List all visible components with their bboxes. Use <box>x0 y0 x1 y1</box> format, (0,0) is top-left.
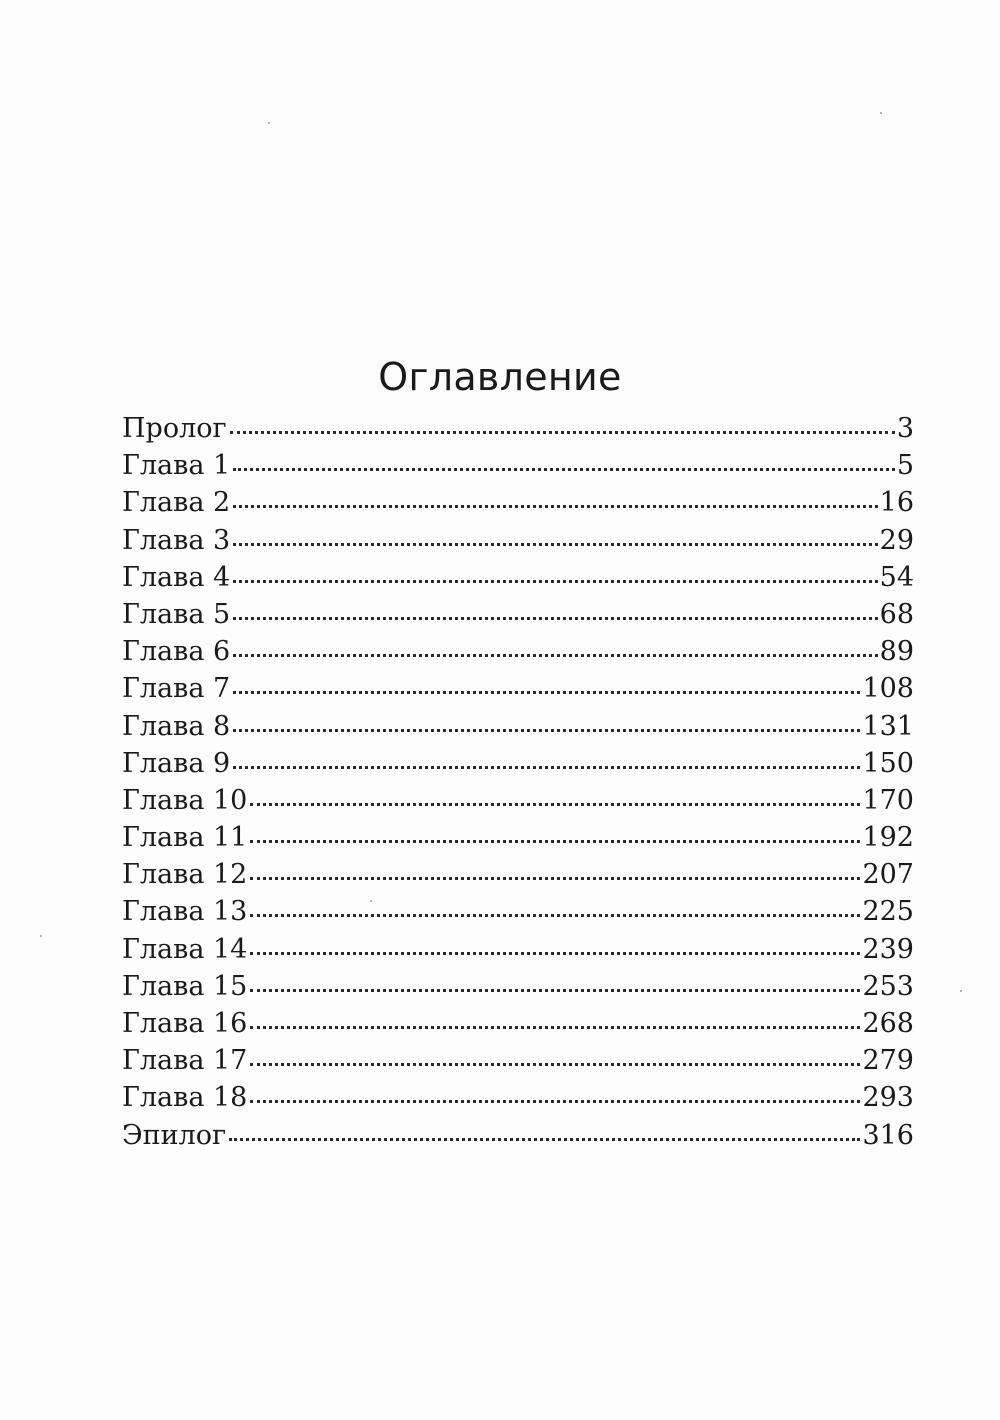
toc-entry-page: 5 <box>896 450 914 482</box>
toc-entry-page: 225 <box>862 896 914 928</box>
dot-leader <box>250 989 860 992</box>
toc-entry-label: Глава 13 <box>122 896 248 928</box>
paper-speck <box>40 935 42 937</box>
table-of-contents <box>122 410 914 1154</box>
toc-entry <box>122 559 914 596</box>
dot-leader <box>233 766 860 769</box>
toc-entry-page: 29 <box>879 524 914 556</box>
toc-entry <box>122 410 914 447</box>
toc-entry-label: Глава 11 <box>122 822 248 854</box>
dot-leader <box>250 803 860 806</box>
toc-entry-label: Глава 8 <box>122 710 231 742</box>
toc-entry <box>122 931 914 968</box>
toc-entry <box>122 782 914 819</box>
toc-entry-page: 192 <box>862 822 914 854</box>
dot-leader <box>250 914 860 917</box>
dot-leader <box>229 1138 860 1141</box>
dot-leader <box>250 952 860 955</box>
dot-leader <box>233 691 860 694</box>
dot-leader <box>233 543 877 546</box>
toc-entry <box>122 484 914 521</box>
toc-entry <box>122 447 914 484</box>
toc-entry-page: 150 <box>862 747 914 779</box>
toc-entry-label: Глава 18 <box>122 1082 248 1114</box>
toc-entry-page: 68 <box>879 598 914 630</box>
dot-leader <box>233 654 877 657</box>
toc-entry-page: 207 <box>862 859 914 891</box>
dot-leader <box>250 1100 860 1103</box>
toc-entry <box>122 968 914 1005</box>
toc-entry <box>122 708 914 745</box>
dot-leader <box>233 505 877 508</box>
dot-leader <box>233 468 895 471</box>
toc-entry-label: Глава 3 <box>122 524 231 556</box>
toc-entry-page: 54 <box>879 561 914 593</box>
toc-entry-label: Глава 9 <box>122 747 231 779</box>
toc-entry <box>122 856 914 893</box>
toc-entry-label: Глава 1 <box>122 450 231 482</box>
toc-entry-label: Эпилог <box>122 1119 227 1151</box>
toc-entry-page: 253 <box>862 970 914 1002</box>
toc-entry-label: Глава 10 <box>122 784 248 816</box>
dot-leader <box>250 877 860 880</box>
dot-leader <box>250 1063 860 1066</box>
toc-entry-label: Глава 4 <box>122 561 231 593</box>
toc-entry-label: Глава 5 <box>122 598 231 630</box>
toc-entry-label: Глава 17 <box>122 1045 248 1077</box>
toc-entry-label: Глава 15 <box>122 970 248 1002</box>
toc-entry <box>122 596 914 633</box>
dot-leader <box>233 617 877 620</box>
toc-entry <box>122 893 914 930</box>
toc-entry-page: 293 <box>862 1082 914 1114</box>
toc-title: Оглавление <box>378 355 622 400</box>
dot-leader <box>250 840 860 843</box>
toc-entry <box>122 745 914 782</box>
toc-entry-page: 16 <box>879 487 914 519</box>
toc-entry <box>122 522 914 559</box>
toc-entry-label: Глава 2 <box>122 487 231 519</box>
dot-leader <box>250 1026 860 1029</box>
toc-entry-label: Пролог <box>122 413 227 444</box>
toc-entry <box>122 819 914 856</box>
toc-entry <box>122 633 914 670</box>
toc-entry-page: 89 <box>879 636 914 668</box>
toc-entry-page: 3 <box>896 413 914 444</box>
toc-entry-page: 131 <box>862 710 914 742</box>
dot-leader <box>233 580 877 583</box>
toc-entry-page: 268 <box>862 1008 914 1039</box>
toc-entry-page: 108 <box>862 673 914 705</box>
toc-entry <box>122 1005 914 1042</box>
toc-entry-label: Глава 7 <box>122 673 231 705</box>
toc-entry-page: 170 <box>862 784 914 816</box>
toc-entry-page: 316 <box>862 1119 914 1151</box>
toc-entry <box>122 1117 914 1154</box>
toc-entry-label: Глава 6 <box>122 636 231 668</box>
paper-speck <box>268 122 270 124</box>
dot-leader <box>233 729 860 732</box>
toc-entry-label: Глава 16 <box>122 1008 248 1039</box>
toc-entry <box>122 670 914 707</box>
toc-entry-label: Глава 12 <box>122 859 248 891</box>
toc-entry <box>122 1042 914 1079</box>
dot-leader <box>230 431 895 434</box>
paper-speck <box>960 990 962 992</box>
toc-entry <box>122 1079 914 1116</box>
toc-entry-page: 279 <box>862 1045 914 1077</box>
toc-entry-label: Глава 14 <box>122 933 248 965</box>
paper-speck <box>880 112 882 114</box>
toc-entry-page: 239 <box>862 933 914 965</box>
